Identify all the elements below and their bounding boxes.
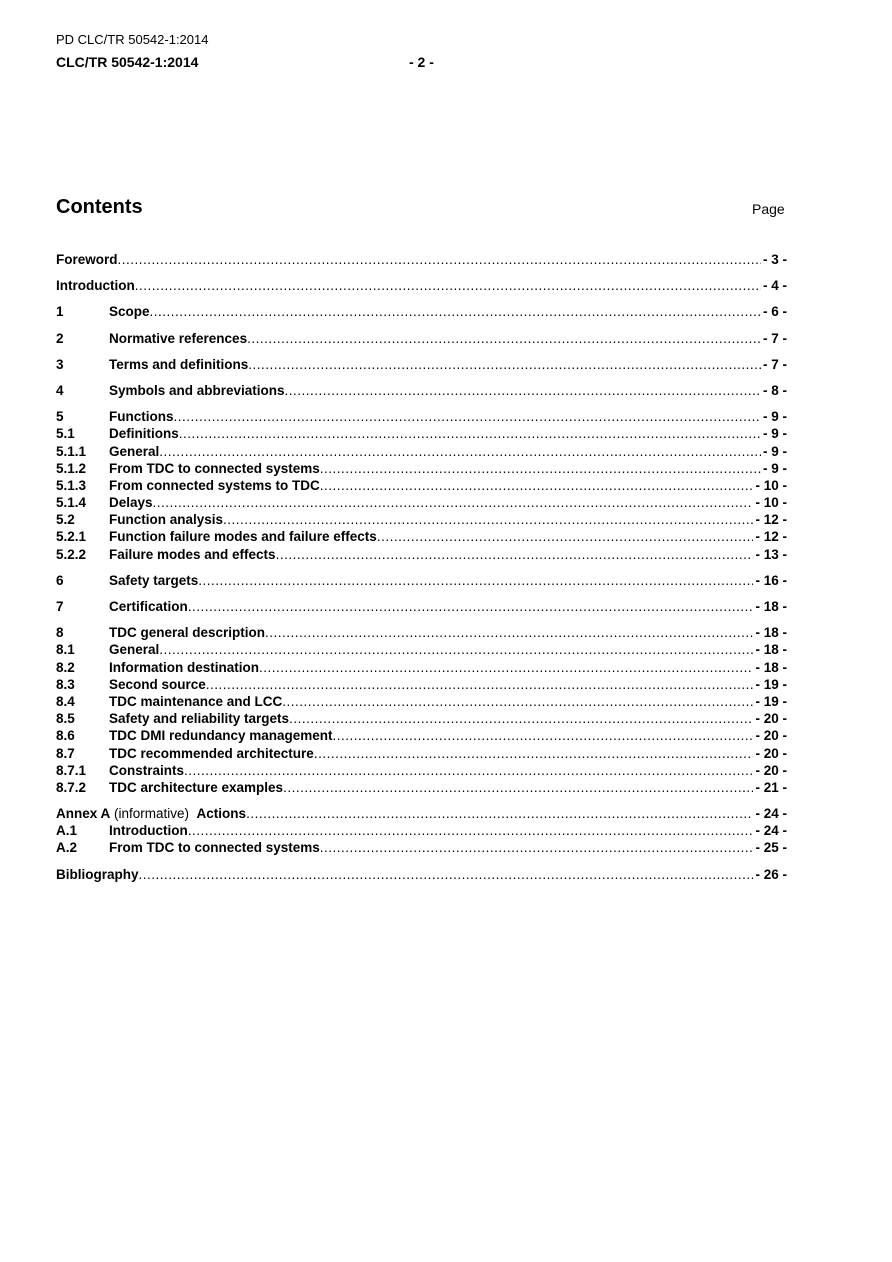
toc-section-number: 8.7.1 [56,762,87,778]
toc-entry[interactable] [56,528,787,545]
toc-entry[interactable] [56,356,787,373]
toc-title [109,303,150,320]
toc-page-number: - 20 - [755,728,787,744]
toc-entry[interactable] [56,727,787,744]
toc-title-text: Second source [109,676,206,692]
toc-title-text: Information destination [109,659,259,675]
toc-entry[interactable] [56,425,787,442]
toc-dot-leader [179,425,761,442]
toc-section-number: 5.1.2 [56,460,87,476]
toc-title-text: Bibliography [56,866,139,882]
toc-dot-leader [320,460,761,477]
toc-section-number: 8.7.2 [56,779,87,795]
toc-title-text: Safety and reliability targets [109,711,290,727]
toc-page-number: - 16 - [755,572,787,588]
toc-page-number: - 20 - [755,711,787,727]
toc-entry[interactable] [56,762,787,779]
toc-entry[interactable] [56,303,787,320]
toc-dot-leader [314,745,754,762]
toc-page-number: - 19 - [755,693,787,709]
toc-entry[interactable] [56,477,787,494]
toc-section-number: 2 [56,330,64,346]
toc-page-number: - 8 - [762,382,787,398]
toc-dot-leader [276,546,754,563]
toc-title [109,641,159,658]
toc-page-number: - 20 - [755,745,787,761]
toc-page-number: - 7 - [762,330,787,346]
toc-page-number: - 24 - [755,806,787,822]
toc-title [109,822,188,839]
toc-dot-leader [320,477,754,494]
toc-page-number: - 18 - [755,625,787,641]
toc-dot-leader [159,443,761,460]
toc-title-qualifier: (informative) [110,806,197,822]
toc-entry[interactable] [56,839,787,856]
toc-title [109,572,198,589]
toc-dot-leader [285,382,761,399]
toc-dot-leader [246,805,753,822]
toc-page-number: - 21 - [755,779,787,795]
toc-dot-leader [377,528,754,545]
toc-section-number: 3 [56,356,64,372]
toc-entry[interactable] [56,822,787,839]
toc-title-suffix: Actions [196,806,247,822]
toc-section-number: 8 [56,625,64,641]
toc-title-text: Failure modes and effects [109,546,276,562]
toc-title [109,598,188,615]
toc-page-number: - 26 - [755,866,787,882]
toc-page-number: - 9 - [762,426,787,442]
toc-entry[interactable] [56,745,787,762]
toc-section-number: 7 [56,599,64,614]
toc-title-text: Functions [109,409,174,425]
toc-entry[interactable] [56,572,787,589]
toc-entry[interactable] [56,494,787,511]
toc-page-number: - 3 - [762,252,787,267]
page-number: - 2 - [409,54,434,70]
contents-heading: Contents [56,196,143,218]
toc-page-number: - 18 - [755,642,787,658]
toc-entry[interactable] [56,546,787,563]
toc-title [109,659,259,676]
toc-page-number: - 19 - [755,676,787,692]
toc-entry[interactable] [56,443,787,460]
toc-title [56,277,135,294]
toc-page-number: - 10 - [755,495,787,511]
toc-title [109,382,285,399]
toc-page-number: - 10 - [755,477,787,493]
toc-section-number: 1 [56,304,64,320]
toc-title-text: TDC general description [109,625,266,641]
toc-page-number: - 25 - [755,840,787,856]
toc-dot-leader [150,303,761,320]
toc-dot-leader [118,251,761,268]
toc-dot-leader [159,641,753,658]
toc-dot-leader [259,659,753,676]
toc-dot-leader [333,727,754,744]
toc-section-number: 5.1 [56,426,75,442]
toc-entry[interactable] [56,511,787,528]
toc-title-text: Certification [109,599,188,614]
toc-title-text: TDC DMI redundancy management [109,728,333,744]
toc-title [109,676,206,693]
toc-title-text: From connected systems to TDC [109,477,320,493]
toc-title-text: General [109,642,160,658]
toc-section-number: 5.1.1 [56,443,87,459]
toc-title [56,251,118,268]
toc-entry[interactable] [56,382,787,399]
toc-title-text: Introduction [56,278,135,294]
toc-title [56,805,246,822]
toc-title-text: Safety targets [109,572,199,588]
toc-dot-leader [247,330,761,347]
toc-title-text: Foreword [56,252,118,267]
toc-title [109,710,289,727]
toc-dot-leader [282,693,753,710]
toc-title [109,356,248,373]
toc-section-number: 4 [56,382,64,398]
toc-page-number: - 18 - [755,599,787,614]
toc-entry[interactable] [56,598,787,615]
toc-title [109,762,184,779]
toc-section-number: 6 [56,572,64,588]
toc-entry[interactable] [56,710,787,727]
toc-page-number: - 6 - [762,304,787,320]
toc-dot-leader [188,598,754,615]
toc-page-number: - 7 - [762,356,787,372]
toc-title [109,425,179,442]
toc-title [109,511,223,528]
toc-section-number: 8.1 [56,642,75,658]
toc-entry[interactable] [56,330,787,347]
toc-dot-leader [283,779,753,796]
toc-section-number: 5.2 [56,512,75,528]
toc-entry[interactable] [56,408,787,425]
toc-title [56,866,139,883]
toc-dot-leader [153,494,754,511]
toc-section-number: 5.1.4 [56,495,87,511]
toc-entry[interactable] [56,641,787,658]
toc-section-number: 8.7 [56,745,75,761]
toc-section-number: 5.2.2 [56,546,87,562]
toc-dot-leader [289,710,753,727]
toc-title-text: Function analysis [109,512,224,528]
toc-title [109,693,282,710]
toc-section-number: 8.3 [56,676,75,692]
toc-section-number: 5.1.3 [56,477,87,493]
toc-page-number: - 12 - [755,529,787,545]
toc-page-number: - 4 - [762,278,787,294]
toc-page-number: - 9 - [762,460,787,476]
toc-entry[interactable] [56,460,787,477]
toc-title-text: TDC maintenance and LCC [109,693,283,709]
toc-entry[interactable] [56,659,787,676]
toc-title-text: Delays [109,495,153,511]
toc-section-number: 5 [56,409,64,425]
toc-title [109,839,320,856]
toc-title-text: General [109,443,160,459]
toc-title-text: Scope [109,304,150,320]
document-reference: CLC/TR 50542-1:2014 [56,54,199,70]
toc-title-text: Definitions [109,426,179,442]
toc-entry[interactable] [56,676,787,693]
toc-dot-leader [139,866,754,883]
toc-title-text: TDC architecture examples [109,779,284,795]
pd-reference: PD CLC/TR 50542-1:2014 [56,32,209,47]
toc-title [109,624,265,641]
toc-entry[interactable] [56,866,787,883]
toc-title-text: Normative references [109,330,248,346]
toc-title [109,727,333,744]
toc-dot-leader [206,676,754,693]
toc-title-text: Function failure modes and failure effects [109,529,377,545]
table-of-contents [56,251,787,883]
toc-section-number: 8.4 [56,693,75,709]
toc-title [109,528,377,545]
toc-dot-leader [174,408,761,425]
toc-section-number: 8.5 [56,711,75,727]
toc-entry[interactable] [56,693,787,710]
toc-title [109,494,153,511]
toc-title-text: Symbols and abbreviations [109,382,285,398]
toc-page-number: - 18 - [755,659,787,675]
toc-title [109,408,174,425]
toc-title-text: From TDC to connected systems [109,460,320,476]
toc-title [109,330,247,347]
toc-section-number: 8.6 [56,728,75,744]
toc-title-text: TDC recommended architecture [109,745,314,761]
toc-entry[interactable] [56,251,787,268]
toc-page-number: - 13 - [755,546,787,562]
toc-dot-leader [248,356,761,373]
toc-title-text: Constraints [109,762,185,778]
toc-title-text: Introduction [109,823,188,839]
toc-entry[interactable] [56,779,787,796]
toc-dot-leader [135,277,761,294]
toc-title-text: Annex A [56,806,111,822]
toc-page-number: - 9 - [762,443,787,459]
toc-title-text: From TDC to connected systems [109,840,320,856]
toc-section-number: 8.2 [56,659,75,675]
toc-entry[interactable] [56,277,787,294]
toc-page-number: - 20 - [755,762,787,778]
toc-section-number: 5.2.1 [56,529,87,545]
toc-title [109,460,320,477]
toc-entry[interactable] [56,624,787,641]
toc-section-number: A.1 [56,823,78,839]
toc-title-text: Terms and definitions [109,356,249,372]
toc-dot-leader [198,572,753,589]
toc-section-number: A.2 [56,840,78,856]
toc-title [109,477,320,494]
toc-entry[interactable] [56,805,787,822]
toc-dot-leader [320,839,754,856]
toc-dot-leader [188,822,754,839]
toc-title [109,546,276,563]
toc-title [109,745,314,762]
toc-dot-leader [223,511,753,528]
toc-title [109,443,159,460]
toc-dot-leader [265,624,753,641]
toc-page-number: - 12 - [755,512,787,528]
toc-page-number: - 24 - [755,823,787,839]
toc-page-number: - 9 - [762,409,787,425]
toc-title [109,779,283,796]
toc-dot-leader [184,762,753,779]
page-column-label: Page [752,201,785,217]
